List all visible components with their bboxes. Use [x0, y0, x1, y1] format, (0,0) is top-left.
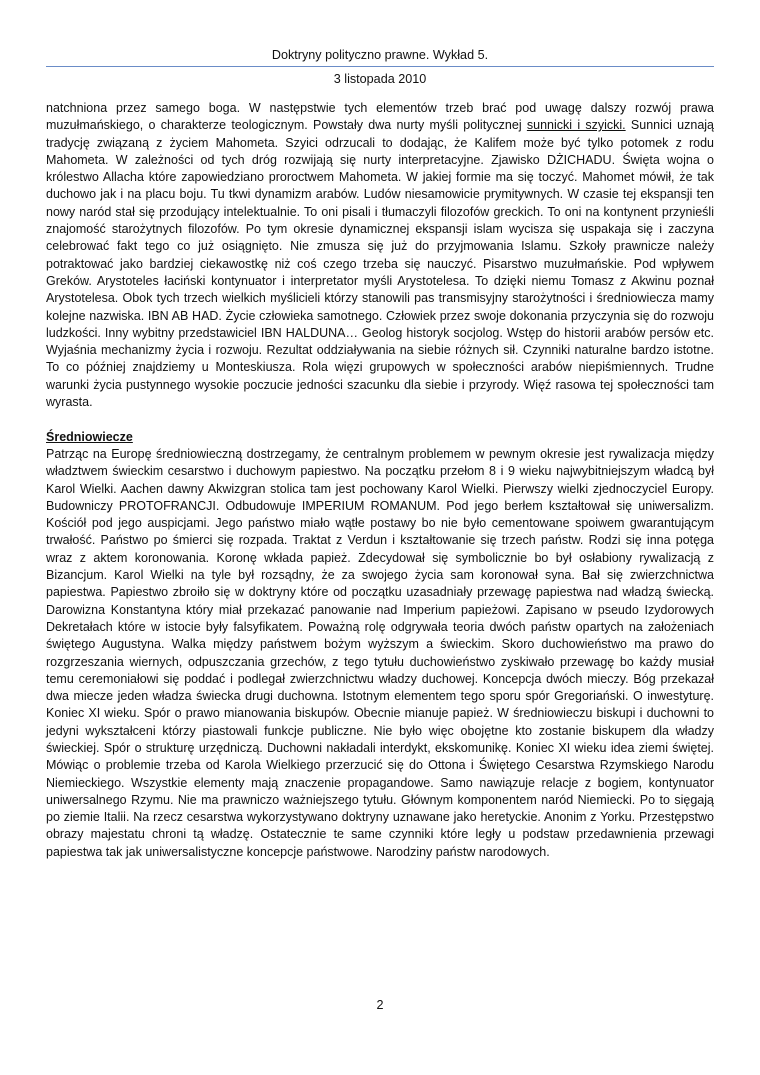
section-heading-row	[46, 429, 714, 446]
underlined-phrase: sunnicki i szyicki.	[526, 118, 626, 133]
intro-text-start: natchniona przez samego boga. W następstwie tych elementów trzeb brać pod uwagę dalszy rozwój prawa muzułmańskiego, o charakterze teologicznym. Powstały dwa nurty myśli politycznej	[46, 101, 714, 133]
intro-text-end: Sunnici uznają tradycję związaną z życiem Mahometa. Szyici odrzucali to dodając, że Kalifem może być tylko potomek z rodu Mahometa. W zależności od tych dróg rozwijają się nurty interpretacyjne. Zjawisko DŻICHADU. Święta wojna o królestwo Allacha które zapowiedziano proroctwem Mahometa. W jakiej formie ma się toczyć. Mahomet mówił, że tak duchowo jak i na placu boju. Tu tkwi dynamizm arabów. Ludów niesamowicie prymitywnych. W czasie tej ekspansji ten nowy naród stał się przodujący intelektualnie. To oni pisali i tłumaczyli filozofów greckich. To oni na kontynent przynieśli znajomość starożytnych filozofów. Po tym okresie dynamicznej ekspansji islam wycisza się uspakaja się i zaczyna celebrować fakt tego co już osiągnięto. Nie zmusza się już do przyjmowania Islamu. Szkoły prawnicze należy potraktować jako bardziej ciekawostkę niż coś czego trzeba się nauczyć. Pisarstwo muzułmańskie. Pod wpływem Greków. Arystoteles łaciński kontynuator i interpretator myśli Arystotelesa. To dzięki niemu Tomasz z Akwinu poznał Arystotelesa. Obok tych trzech wielkich myślicieli którzy stanowili pas transmisyjny starożytności i średniowiecza mamy kolejne nazwiska. IBN AB HAD. Życie człowieka samotnego. Człowiek przez swoje dokonania przyczynia się do rozwoju ludzkości. Inny wybitny przedstawiciel IBN HALDUNA… Geolog historyk socjolog. Wstęp do historii arabów persów etc. Wyjaśnia mechanizmy życia i rozwoju. Rezultat oddziaływania na siebie różnych sił. Czynniki naturalne bardzo istotne. To co później znajdziemy u Monteskiusza. Rola więzi grupowych w społeczności arabów niepiśmiennych. Trudne warunki życia pustynnego wysokie poczucie jedności szacunku dla siebie i przyrody. Więź rasowa tej społeczności tam wyrasta.	[46, 118, 714, 410]
header-title: Doktryny polityczno prawne. Wykład 5.	[271, 48, 489, 62]
header-divider	[46, 66, 714, 67]
section-paragraph: Patrząc na Europę średniowieczną dostrzegamy, że centralnym problemem w pewnym okresie jest rywalizacja między władztwem świeckim cesarstwo i duchowym papiestwo. Na początku przełom 8 i 9 wieku najwybitniejszym władcą był Karol Wielki. Aachen dawny Akwizgran stolica tam jest pochowany Karol Wielki. Pierwszy wielki zjednoczyciel Europy. Budowniczy PROTOFRANCJI. Odbudowuje IMPERIUM ROMANUM. Pod jego berłem kształtował się uniwersalizm. Kościół pod jego auspicjami. Jego państwo miało wątłe postawy bo nie było cementowane spoiwem gwarantującym trwałość. Państwo po śmierci się rozpada. Traktat z Verdun i kształtowanie się trzech państw. Rodzi się inna potęga wraz z aktem koronowania. Koronę wkłada papież. Zdecydował się symbolicznie bo był osłabiony rywalizacją z Bizancjum. Karol Wielki na tyle był rozsądny, że za swojego życia sam koronował syna. Bał się zwierzchnictwa papiestwa. Papiestwo zbroiło się w doktryny które od początku uzasadniały przewagę papiestwa nad władzą świecką. Darowizna Konstantyna który miał przekazać panowanie nad Imperium papieżowi. Zapisano w pseudo Izydorowych Dekretałach które w istocie były falsyfikatem. Poważną rolę odgrywała teoria dwóch państw opartych na założeniach świętego Augustyna. Walka między państwem bożym wyższym a świeckim. Skoro duchowieństwo ma prawo do rozgrzeszania wiernych, odpuszczania grzechów, z tego tytułu duchowieństwo zyskiwało przewagę bo każdy musiał temu ceremoniałowi się poddać i podlegał zwierzchnictwu władzy duchowej. Koncepcja dwóch mieczy. Bóg przekazał dwa miecze jeden władza świecka drugi duchowna. Istotnym elementem tego sporu spór Gregoriański. O inwestyturę. Koniec XI wieku. Spór o prawo mianowania biskupów. Obecnie mianuje papież. W średniowieczu biskupi i duchowni to jedyni wykształceni którzy piastowali funkcje publiczne. Nie było więc obojętne kto zostanie biskupem dla władzy świeckiej. Spór o strukturę urzędniczą. Duchowni nakładali interdykt, ekskomunikę. Koniec XI wieku idea ziemi świętej. Mówiąc o problemie trzeba od Karola Wielkiego przerzucić się do Ottona i Świętego Cesarstwa Rzymskiego Narodu Niemieckiego. Wszystkie elementy mają znaczenie propagandowe. Samo nawiązuje relacje z bogiem, kontynuator uniwersalnego Rzymu. Nie ma prawniczo ważniejszego tytułu. Głównym komponentem naród Niemiecki. Po to sięgają po ziemie Italii. Na rzecz cesarstwa wykorzystywano doktryny uznawane jako heretyckie. Anonim z Yorku. Przestępstwo obrazy majestatu chroni tą władzę. Ostatecznie te same czynniki które legły u podstaw przedawnienia przewagi papiestwa tak jak uniwersalistyczne koncepcje państwowe. Narodziny państw narodowych.	[46, 446, 714, 859]
section-heading: Średniowiecze	[46, 429, 133, 444]
page-number: 2	[376, 998, 384, 1012]
document-body	[46, 100, 714, 861]
paragraph-gap	[46, 411, 714, 428]
header-date: 3 listopada 2010	[333, 72, 427, 86]
intro-paragraph	[46, 100, 714, 411]
